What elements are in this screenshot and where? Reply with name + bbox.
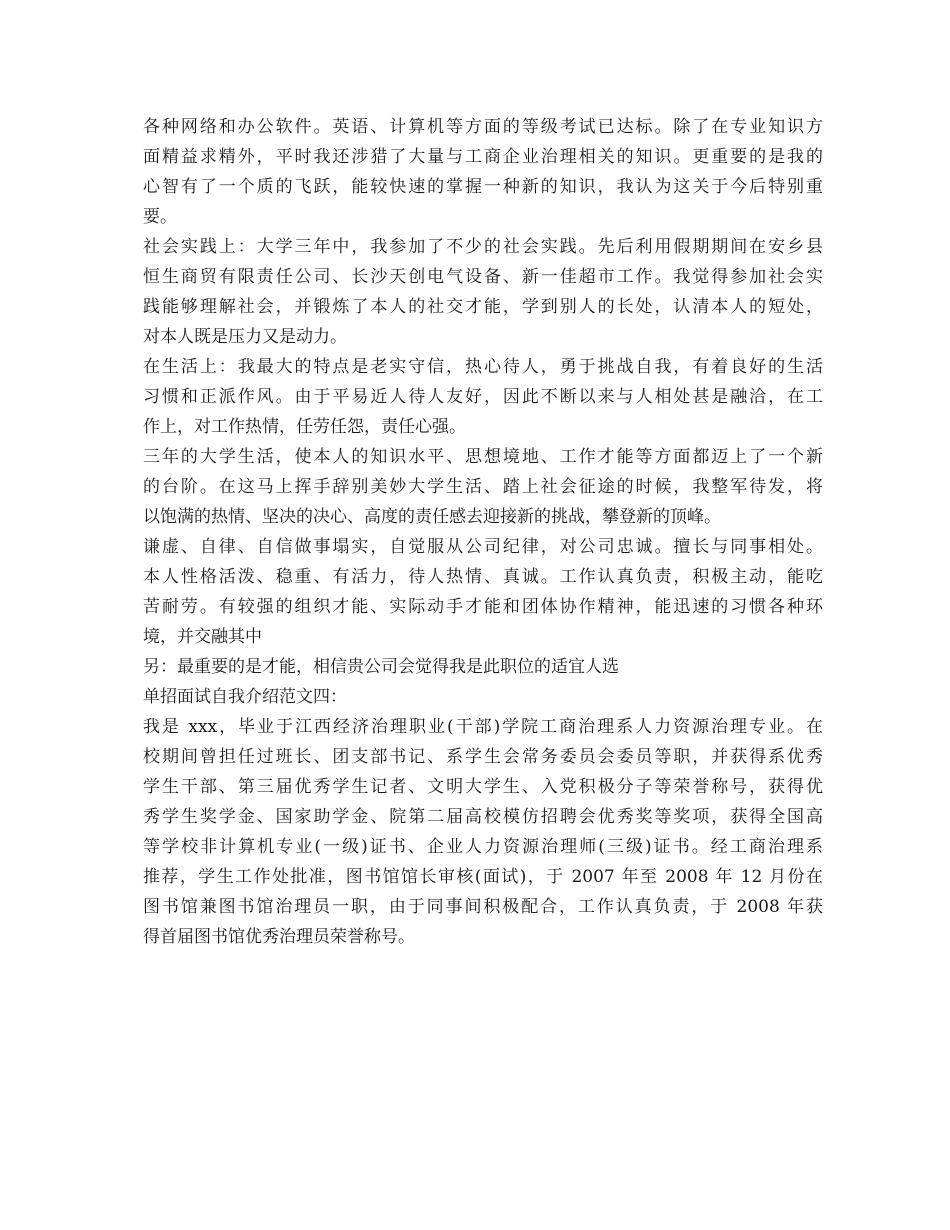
text-line: 的台阶。在这马上挥手辞别美妙大学生活、踏上社会征途的时候，我整军待发，将 <box>143 477 823 497</box>
text-line: 等学校非计算机专业(一级)证书、企业人力资源治理师(三级)证书。经工商治理系 <box>143 837 823 857</box>
text-line: 谦虚、自律、自信做事塌实，自觉服从公司纪律，对公司忠诚。擅长与同事相处。 <box>143 537 823 557</box>
text-line: 学生干部、第三届优秀学生记者、文明大学生、入党积极分子等荣誉称号，获得优 <box>143 777 823 797</box>
text-line: 面精益求精外，平时我还涉猎了大量与工商企业治理相关的知识。更重要的是我的 <box>143 147 823 167</box>
text-line: 得首届图书馆优秀治理员荣誉称号。 <box>143 927 415 947</box>
document-body <box>143 112 823 952</box>
text-line: 要。 <box>143 207 177 227</box>
text-line: 以饱满的热情、坚决的决心、高度的责任感去迎接新的挑战，攀登新的顶峰。 <box>143 507 721 527</box>
text-line: 秀学生奖学金、国家助学金、院第二届高校模仿招聘会优秀奖等奖项，获得全国高 <box>143 807 823 827</box>
text-line: 本人性格活泼、稳重、有活力，待人热情、真诚。工作认真负责，积极主动，能吃 <box>143 567 823 587</box>
text-line: 在生活上：我最大的特点是老实守信，热心待人，勇于挑战自我，有着良好的生活 <box>143 357 823 377</box>
text-line: 另：最重要的是才能，相信贵公司会觉得我是此职位的适宜人选 <box>143 657 619 677</box>
text-line: 作上，对工作热情，任劳任怨，责任心强。 <box>143 417 466 437</box>
text-line: 习惯和正派作风。由于平易近人待人友好，因此不断以来与人相处甚是融洽，在工 <box>143 387 823 407</box>
text-line: 心智有了一个质的飞跃，能较快速的掌握一种新的知识，我认为这关于今后特别重 <box>143 177 823 197</box>
text-line: 对本人既是压力又是动力。 <box>143 327 347 347</box>
text-line: 推荐，学生工作处批准，图书馆馆长审核(面试)，于 2007 年至 2008 年 12 月份在 <box>143 867 823 887</box>
text-line: 境，并交融其中 <box>143 627 262 647</box>
section-heading: 单招面试自我介绍范文四： <box>143 687 347 707</box>
text-line: 三年的大学生活，使本人的知识水平、思想境地、工作才能等方面都迈上了一个新 <box>143 447 823 467</box>
text-line: 各种网络和办公软件。英语、计算机等方面的等级考试已达标。除了在专业知识方 <box>143 117 823 137</box>
text-line: 恒生商贸有限责任公司、长沙天创电气设备、新一佳超市工作。我觉得参加社会实 <box>143 267 823 287</box>
text-line: 校期间曾担任过班长、团支部书记、系学生会常务委员会委员等职，并获得系优秀 <box>143 747 823 767</box>
text-line: 我是 xxx，毕业于江西经济治理职业(干部)学院工商治理系人力资源治理专业。在 <box>143 717 823 737</box>
text-line: 苦耐劳。有较强的组织才能、实际动手才能和团体协作精神，能迅速的习惯各种环 <box>143 597 823 617</box>
text-line: 图书馆兼图书馆治理员一职，由于同事间积极配合，工作认真负责，于 2008 年获 <box>143 897 823 917</box>
text-line: 社会实践上：大学三年中，我参加了不少的社会实践。先后利用假期期间在安乡县 <box>143 237 823 257</box>
text-line: 践能够理解社会，并锻炼了本人的社交才能，学到别人的长处，认清本人的短处， <box>143 297 823 317</box>
